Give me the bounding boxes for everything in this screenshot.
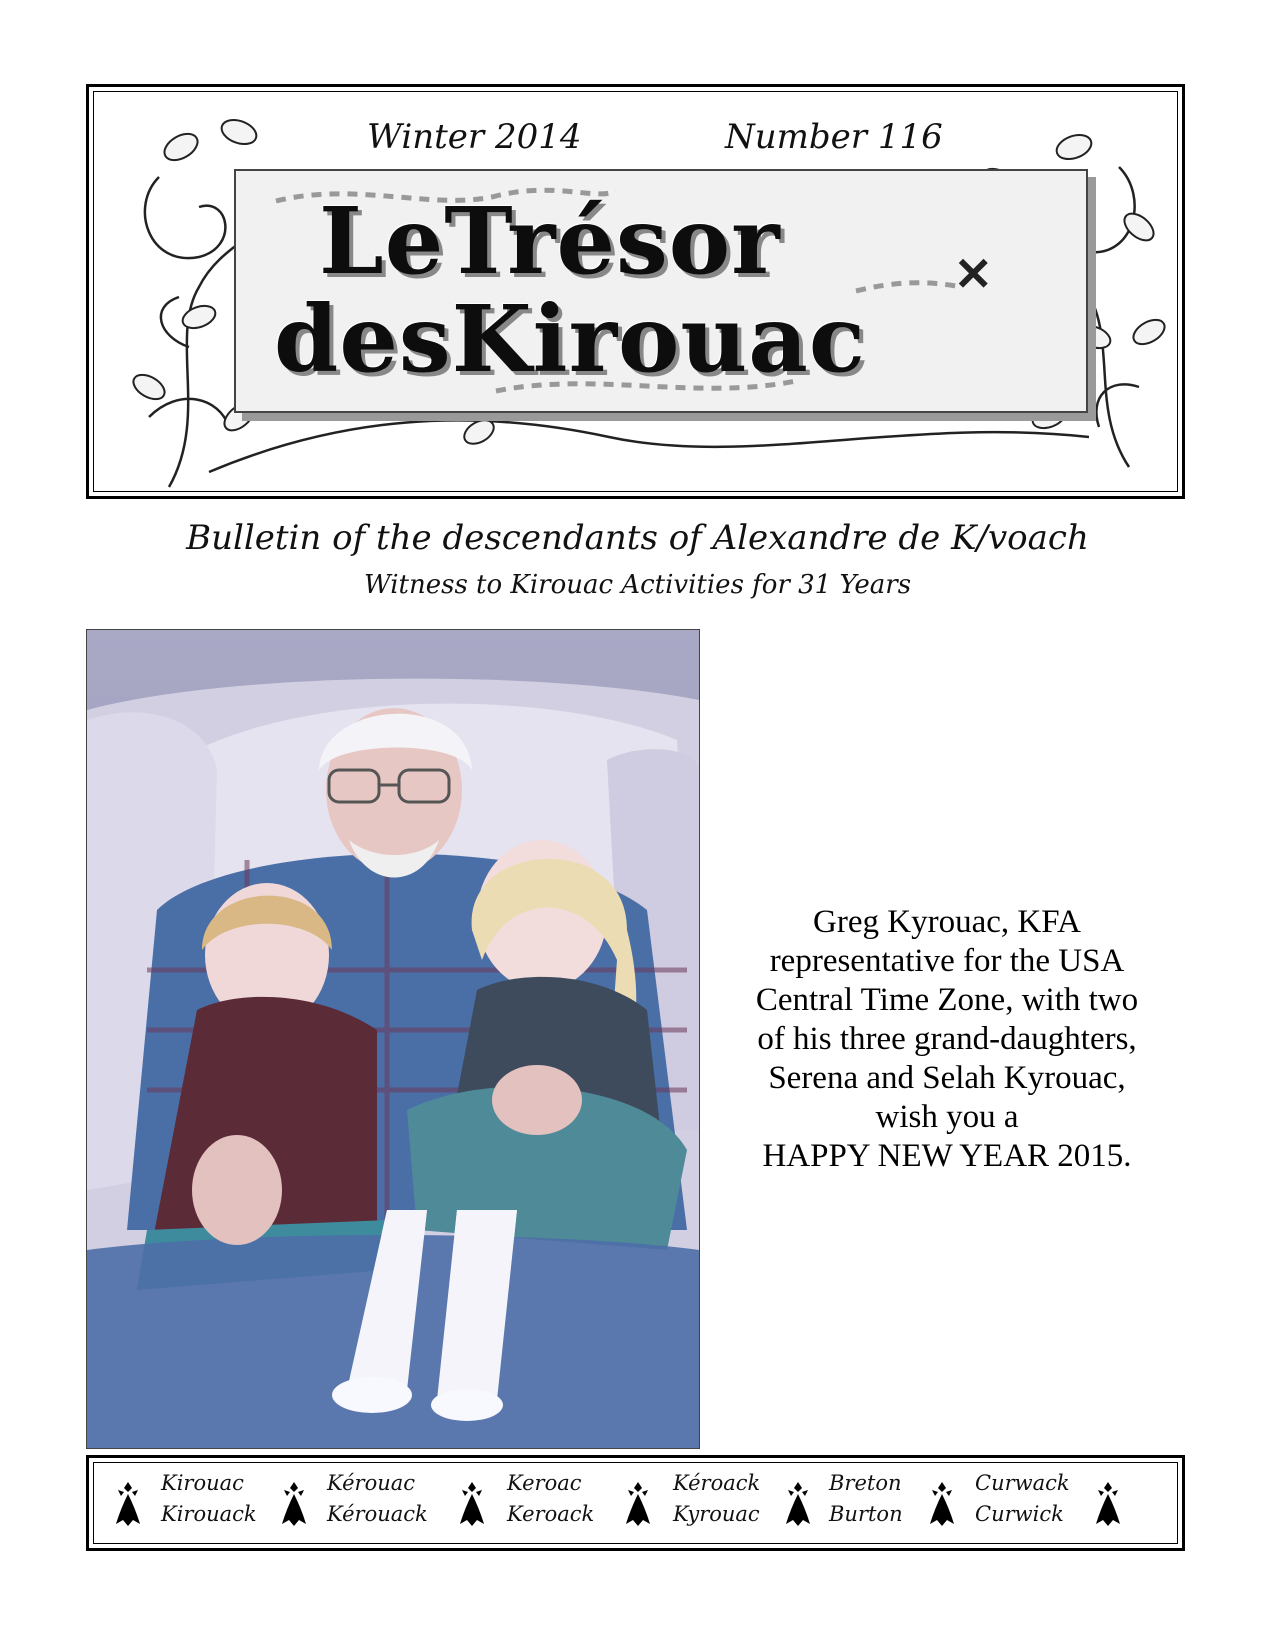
name-variant: Breton (829, 1471, 902, 1495)
name-variant-pair (673, 1468, 760, 1530)
masthead (86, 84, 1185, 499)
name-variant: Curwick (975, 1502, 1064, 1526)
bulletin-subtitle: Bulletin of the descendants of Alexandre de K/voach (186, 518, 1089, 558)
name-variant: Kirouac (161, 1471, 244, 1495)
caption-line: wish you a (875, 1099, 1019, 1135)
issue-season: Winter 2014 (367, 117, 582, 157)
bulletin-tagline: Witness to Kirouac Activities for 31 Years (363, 570, 912, 600)
name-variant: Kérouack (327, 1502, 428, 1526)
name-variant-pair (507, 1468, 594, 1530)
name-variants-banner (86, 1455, 1185, 1551)
bulletin-title-line-1: LeTrésor (319, 187, 781, 295)
family-photo (86, 629, 700, 1449)
name-variant: Kyrouac (673, 1502, 760, 1526)
caption-line: Serena and Selah Kyrouac, (768, 1060, 1126, 1096)
caption-line: representative for the USA (769, 943, 1125, 979)
name-variant: Curwack (975, 1471, 1070, 1495)
name-variant-pair (975, 1468, 1070, 1530)
ermine-spot-icon (279, 1480, 309, 1528)
treasure-x-icon: ✕ (954, 247, 993, 301)
caption-line: HAPPY NEW YEAR 2015. (762, 1138, 1132, 1174)
ermine-spot-icon (457, 1480, 487, 1528)
ermine-spot-icon (113, 1480, 143, 1528)
caption-line: Greg Kyrouac, KFA (813, 904, 1081, 940)
ermine-spot-icon (927, 1480, 957, 1528)
family-photo-image (87, 630, 699, 1448)
ermine-spot-icon (783, 1480, 813, 1528)
ermine-spot-icon (1093, 1480, 1123, 1528)
name-variant-pair (327, 1468, 428, 1530)
name-variant: Keroac (507, 1471, 582, 1495)
caption-line: Central Time Zone, with two (755, 982, 1139, 1018)
issue-number: Number 116 (725, 117, 943, 157)
name-variant: Keroack (507, 1502, 595, 1526)
bulletin-title-line-2: desKirouac (274, 285, 866, 393)
photo-caption (712, 903, 1182, 1176)
name-variant: Kérouac (327, 1471, 416, 1495)
ermine-spot-icon (623, 1480, 653, 1528)
name-variant: Burton (829, 1502, 903, 1526)
name-variant: Kirouack (161, 1502, 257, 1526)
name-variant-pair (161, 1468, 257, 1530)
name-variant-pair (829, 1468, 903, 1530)
name-variant: Kéroack (673, 1471, 761, 1495)
caption-line: of his three grand-daughters, (757, 1021, 1137, 1057)
